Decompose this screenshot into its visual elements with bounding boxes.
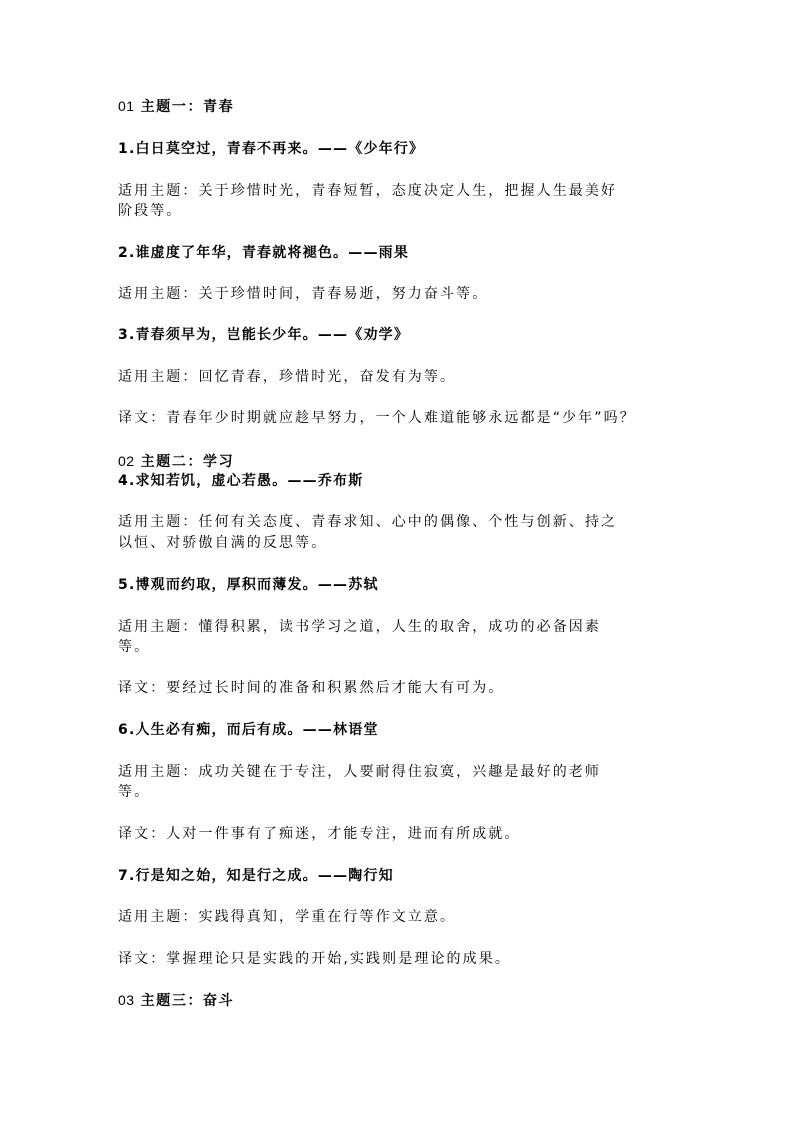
translation-line: 译文：要经过长时间的准备和积累然后才能大有可为。 (118, 680, 505, 696)
theme-line: 以恒、对骄傲自满的反思等。 (118, 535, 328, 551)
theme-line: 等。 (118, 639, 151, 655)
quote-line: 4.求知若饥，虚心若愚。——乔布斯 (118, 473, 364, 489)
section-heading (118, 990, 234, 1011)
quote-line: 2.谁虚度了年华，青春就将褪色。——雨果 (118, 245, 410, 261)
theme-line: 等。 (118, 784, 151, 800)
section-heading (118, 451, 234, 472)
translation-line: 译文：人对一件事有了痴迷，才能专注，进而有所成就。 (118, 826, 521, 842)
theme-line: 适用主题：任何有关态度、青春求知、心中的偶像、个性与创新、持之 (118, 514, 618, 530)
section-number: 03 (118, 992, 135, 1008)
theme-line: 适用主题：回忆青春，珍惜时光，奋发有为等。 (118, 369, 457, 385)
quote-line: 3.青春须早为，岂能长少年。——《劝学》 (118, 327, 410, 343)
quote-line: 1.白日莫空过，青春不再来。——《少年行》 (118, 141, 425, 157)
section-number: 01 (118, 98, 135, 114)
theme-line: 适用主题：关于珍惜时间，青春易逝，努力奋斗等。 (118, 286, 489, 302)
theme-line: 适用主题：成功关键在于专注，人要耐得住寂寞，兴趣是最好的老师 (118, 764, 601, 780)
section-title: 主题二：学习 (140, 454, 235, 470)
quote-line: 7.行是知之始，知是行之成。——陶行知 (118, 868, 394, 884)
theme-line: 阶段等。 (118, 203, 183, 219)
translation-line: 译文：掌握理论只是实践的开始,实践则是理论的成果。 (118, 951, 511, 967)
section-title: 主题三：奋斗 (140, 993, 235, 1009)
section-heading (118, 96, 234, 117)
quote-line: 6.人生必有痴，而后有成。——林语堂 (118, 722, 379, 738)
theme-line: 适用主题：实践得真知，学重在行等作文立意。 (118, 909, 457, 925)
theme-line: 适用主题：关于珍惜时光，青春短暂，态度决定人生，把握人生最美好 (118, 183, 618, 199)
quote-line: 5.博观而约取，厚积而薄发。——苏轼 (118, 577, 379, 593)
section-title: 主题一：青春 (140, 99, 235, 115)
theme-line: 适用主题：懂得积累，读书学习之道，人生的取舍，成功的必备因素 (118, 619, 601, 635)
translation-line: 译文：青春年少时期就应趁早努力，一个人难道能够永远都是“少年”吗？ (118, 410, 636, 426)
section-number: 02 (118, 453, 135, 469)
